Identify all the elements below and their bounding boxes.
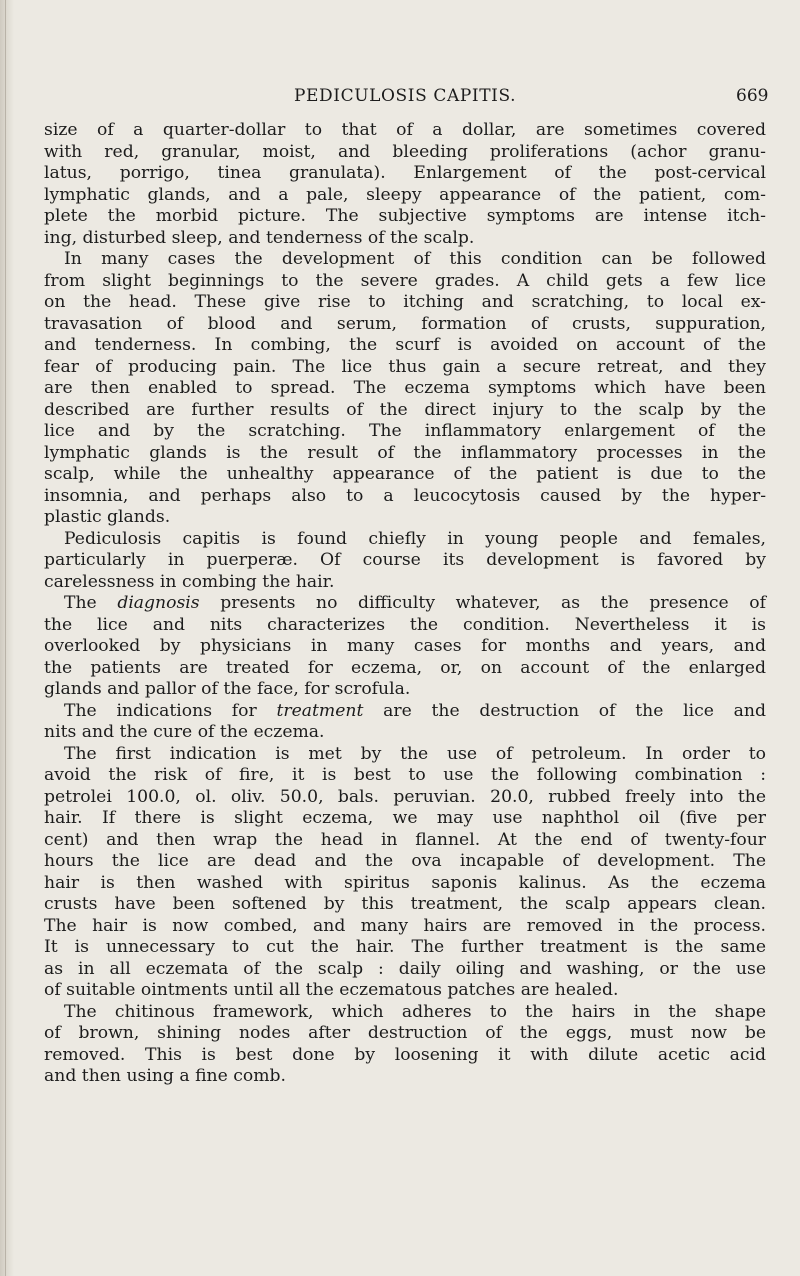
text-line: particularly in puerperæ. Of course its development is favored by xyxy=(44,550,766,570)
text-line: latus, porrigo, tinea granulata). Enlargement of the post-cervical xyxy=(44,163,766,183)
text-segment: The indications for xyxy=(64,700,277,721)
text-line: The chitinous framework, which adheres to the hairs in the shape xyxy=(64,1001,766,1022)
page-number: 669 xyxy=(736,86,769,106)
text-line: nits and the cure of the eczema. xyxy=(44,722,325,742)
page-header xyxy=(0,86,800,110)
text-line: and tenderness. In combing, the scurf is avoided on account of the xyxy=(44,335,766,355)
running-title: PEDICULOSIS CAPITIS. xyxy=(294,86,517,106)
text-line: on the head. These give rise to itching and scratching, to local ex- xyxy=(44,292,766,312)
text-line: plastic glands. xyxy=(44,507,171,527)
text-line: glands and pallor of the face, for scrofula. xyxy=(44,679,411,699)
text-line: travasation of blood and serum, formation of crusts, suppuration, xyxy=(44,313,766,334)
text-line: removed. This is best done by loosening it with dilute acetic acid xyxy=(44,1044,766,1065)
text-line: ing, disturbed sleep, and tenderness of the scalp. xyxy=(44,227,475,248)
text-line: the patients are treated for eczema, or, on account of the enlarged xyxy=(44,657,766,678)
text-line: lice and by the scratching. The inflammatory enlargement of the xyxy=(44,421,766,441)
text-line: hair. If there is slight eczema, we may use naphthol oil (five per xyxy=(44,808,766,828)
text-line: as in all eczemata of the scalp : daily oiling and washing, or the use xyxy=(44,958,766,979)
text-segment: The xyxy=(64,593,118,613)
text-line: Pediculosis capitis is found chiefly in young people and females, xyxy=(64,528,766,549)
treatment-term: treatment xyxy=(276,700,364,721)
text-line: The first indication is met by the use of petroleum. In order to xyxy=(64,743,766,764)
text-line xyxy=(44,701,766,723)
text-line: scalp, while the unhealthy appearance of the patient is due to the xyxy=(44,464,766,484)
text-line: with red, granular, moist, and bleeding proliferations (achor granu- xyxy=(44,141,766,162)
text-line: of brown, shining nodes after destruction of the eggs, must now be xyxy=(44,1023,766,1043)
text-line: the lice and nits characterizes the condition. Nevertheless it is xyxy=(44,614,766,635)
text-line: of suitable ointments until all the eczematous patches are healed. xyxy=(44,980,619,1000)
text-line: plete the morbid picture. The subjective symptoms are intense itch- xyxy=(44,206,766,226)
text-line: In many cases the development of this condition can be followed xyxy=(64,249,766,269)
text-segment: presents no difficulty whatever, as the presence of xyxy=(199,593,766,613)
text-line: are then enabled to spread. The eczema symptoms which have been xyxy=(44,378,766,398)
text-line: insomnia, and perhaps also to a leucocytosis caused by the hyper- xyxy=(44,485,766,506)
text-line: hair is then washed with spiritus saponis kalinus. As the eczema xyxy=(44,872,766,893)
text-line: lymphatic glands, and a pale, sleepy appearance of the patient, com- xyxy=(44,184,766,205)
text-line: and then using a fine comb. xyxy=(44,1066,287,1086)
text-line: lymphatic glands is the result of the inflammatory processes in the xyxy=(44,442,766,463)
text-line: cent) and then wrap the head in flannel. At the end of twenty-four xyxy=(44,829,766,850)
text-line: The hair is now combed, and many hairs are removed in the process. xyxy=(44,915,766,936)
text-line: described are further results of the direct injury to the scalp by the xyxy=(44,399,766,420)
text-line: overlooked by physicians in many cases for months and years, and xyxy=(44,636,766,656)
page-binding-edge xyxy=(5,0,6,1276)
text-segment: are the destruction of the lice and xyxy=(363,700,766,721)
text-line: from slight beginnings to the severe grades. A child gets a few lice xyxy=(44,270,766,291)
text-line: It is unnecessary to cut the hair. The further treatment is the same xyxy=(44,937,766,957)
text-line: avoid the risk of fire, it is best to use the following combination : xyxy=(44,765,766,785)
text-line: hours the lice are dead and the ova incapable of development. The xyxy=(44,851,766,871)
text-line: crusts have been softened by this treatment, the scalp appears clean. xyxy=(44,894,766,914)
text-line: size of a quarter-dollar to that of a dollar, are sometimes covered xyxy=(44,120,766,140)
diagnosis-term: diagnosis xyxy=(117,593,200,613)
text-line: petrolei 100.0, ol. oliv. 50.0, bals. peruvian. 20.0, rubbed freely into the xyxy=(44,786,766,807)
page-spine-shadow xyxy=(0,0,14,1276)
text-line xyxy=(44,593,766,615)
text-line: fear of producing pain. The lice thus gain a secure retreat, and they xyxy=(44,356,766,377)
text-line: carelessness in combing the hair. xyxy=(44,571,335,592)
body-text xyxy=(44,120,766,1088)
